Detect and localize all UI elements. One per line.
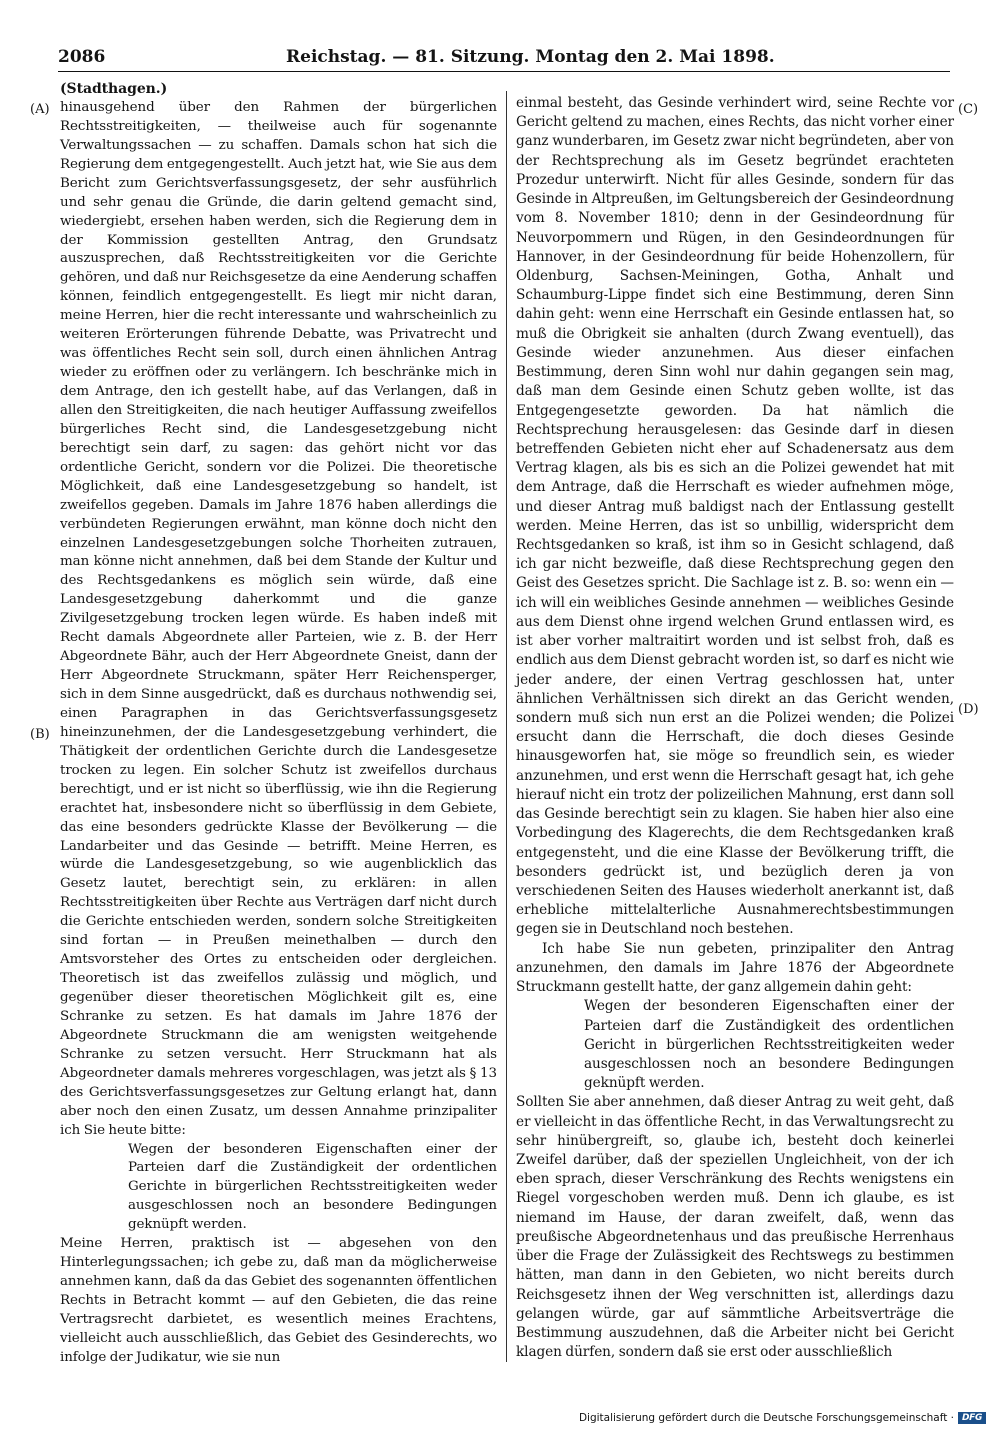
margin-mark-d: (D) (958, 702, 979, 717)
right-column (516, 94, 954, 1362)
left-paragraph-2: Meine Herren, praktisch ist — abgesehen von den Hinterlegungssachen; ich gebe zu, daß man da möglicherweise annehmen kann, daß da das Gebiet des sogenannten öffentlichen Rechts in Betracht kommt — auf den Gebieten, die das reine Vertragsrecht darbietet, es wesentlich meines Erachtens, vielleicht auch ausschließlich, das Gebiet des Gesinderechts, wo infolge der Judikatur, wie sie nun (60, 1236, 497, 1365)
column-divider (506, 91, 507, 1362)
running-head: Reichstag. — 81. Sitzung. Montag den 2. Mai 1898. (286, 47, 775, 67)
header-rule (58, 71, 950, 72)
page-number: 2086 (58, 47, 106, 67)
margin-mark-a: (A) (30, 102, 50, 117)
speaker-label: (Stadthagen.) (60, 81, 168, 97)
page-header (58, 43, 950, 75)
left-quote: Wegen der besonderen Eigenschaften einer der Parteien darf die Zuständigkeit der ordentlichen Gerichte in bürgerlichen Rechtsstreitigkeiten weder ausgeschlossen noch an besondere Bedingungen geknüpft werden. (128, 1141, 497, 1233)
right-paragraph-3: Sollten Sie aber annehmen, daß dieser Antrag zu weit geht, daß er vielleicht in das öffentliche Recht, in das Verwaltungsrecht zu sehr hinübergreift, so, glaube ich, besteht doch keinerlei Zweifel darüber, daß der speziellen Ungleichheit, von der ich eben sprach, dieser Verschränkung des Rechts wenigstens ein Riegel vorgeschoben werden muß. Denn ich glaube, es ist niemand im Hause, der daran zweifelt, daß, wenn das preußische Abgeordnetenhaus und das preußische Herrenhaus über die Frage der Zulässigkeit des Rechtswegs zu bestimmen hätten, man dann in den Gebieten, wo nicht bereits durch Reichsgesetz ihnen der Weg verschnitten ist, allerdings dazu gelangen würde, gar auf sämmtliche Arbeitsverträge die Bestimmung auszudehnen, daß die Arbeiter nicht bei Gericht klagen dürfen, sondern daß sie erst oder ausschließlich (516, 1094, 954, 1361)
left-paragraph-1: hinausgehend über den Rahmen der bürgerlichen Rechtsstreitigkeiten, — theilweise auch für sogenannte Verwaltungssachen — zu schaffen. Damals schon hat sich die Regierung dem entgegengestellt. Auch jetzt hat, wie Sie aus dem Bericht zum Gerichtsverfassungsgesetz, der sehr ausführlich und sehr genau die Gründe, die darin geltend gemacht sind, wiedergiebt, ersehen haben werden, sich die Regierung dem in der Kommission gestellten Antrag, den Grundsatz auszusprechen, daß Rechtsstreitigkeiten vor die Gerichte gehören, und daß nur Reichsgesetze da eine Aenderung schaffen können, feindlich entgegengestellt. Es liegt mir nicht daran, meine Herren, hier die recht interessante und wahrscheinlich zu weiteren Erörterungen führende Debatte, was Privatrecht und was öffentliches Recht sein soll, durch einen ähnlichen Antrag wieder zu eröffnen oder zu verlängern. Ich beschränke mich in dem Antrage, den ich gestellt habe, auf das Verlangen, daß in allen den Streitigkeiten, die nach heutiger Auffassung zweifellos bürgerliches Recht sind, die Landesgesetzgebung nicht berechtigt sein darf, zu sagen: das gehört nicht vor das ordentliche Gericht, sondern vor die Polizei. Die theoretische Möglichkeit, daß eine Landesgesetzgebung so handelt, ist zweifellos gegeben. Damals im Jahre 1876 haben allerdings die verbündeten Regierungen erwähnt, man könne doch nicht den einzelnen Landesgesetzgebungen solche Thorheiten zutrauen, man könne nicht annehmen, daß bei dem Stande der Kultur und des Rechtsgedankens es möglich sein würde, daß eine Landesgesetzgebung daherkommt und die ganze Zivilgesetzgebung trocken legen würde. Es haben indeß mit Recht damals Abgeordnete aller Parteien, wie z. B. der Herr Abgeordnete Bähr, auch der Herr Abgeordnete Gneist, dann der Herr Abgeordnete Struckmann, später Herr Reichensperger, sich in dem Sinne ausgedrückt, daß es durchaus nothwendig sei, einen Paragraphen in das Gerichtsverfassungsgesetz hineinzunehmen, der die Landesgesetzgebung verhindert, die Thätigkeit der ordentlichen Gerichte durch die Landesgesetze trocken zu legen. Ein solcher Schutz ist zweifellos durchaus berechtigt, und er ist nicht so überflüssig, wie ihn die Regierung erachtet hat, insbesondere nicht so überflüssig in dem Gebiete, das eine besonders gedrückte Klasse der Bevölkerung — die Landarbeiter und das Gesinde — betrifft. Meine Herren, es würde die Landesgesetzgebung, so wie augenblicklich das Gesetz lautet, berechtigt sein, zu erklären: in allen Rechtsstreitigkeiten über Rechte aus Verträgen darf nicht durch die Gerichte entschieden werden, sondern solche Streitigkeiten sind fortan — in Preußen meinethalben — durch den Amtsvorsteher des Ortes zu entscheiden oder dergleichen. Theoretisch ist das zweifellos zulässig und möglich, und gegenüber dieser theoretischen Möglichkeit gilt es, eine Schranke zu setzen. Es hat damals im Jahre 1876 der Abgeordnete Struckmann die am wenigsten weitgehende Schranke zu setzen versucht. Herr Struckmann hat als Abgeordneter damals mehreres vorgeschlagen, was jetzt als § 13 des Gerichtsverfassungsgesetzes zur Geltung erlangt hat, dann aber noch den einen Zusatz, um dessen Annahme prinzipaliter ich Sie heute bitte: (60, 99, 497, 1138)
right-quote: Wegen der besonderen Eigenschaften einer der Parteien darf die Zuständigkeit des ordentlichen Gericht in bürgerlichen Rechtsstreitigkeiten weder ausgeschlossen noch an besondere Bedingungen geknüpft werden. (584, 998, 954, 1092)
right-paragraph-2: Ich habe Sie nun gebeten, prinzipaliter den Antrag anzunehmen, den damals im Jahre 1876 der Abgeordnete Struckmann gestellt hatte, der ganz allgemein dahin geht: (516, 940, 954, 996)
margin-mark-c: (C) (958, 102, 979, 117)
footer-text: Digitalisierung gefördert durch die Deutsche Forschungsgemeinschaft · (578, 1412, 954, 1424)
dfg-logo: DFG (958, 1412, 986, 1424)
right-paragraph-1: einmal besteht, das Gesinde verhindert wird, seine Rechte vor Gericht geltend zu machen, eines Rechts, das nicht vorher einer ganz wunderbaren, im Gesetz zwar nicht begründeten, aber von der Rechtsprechung als im Gesetz begründet erachteten Prozedur unterwirft. Nicht für alles Gesinde, sondern für das Gesinde in Altpreußen, im Geltungsbereich der Gesindeordnung vom 8. November 1810; denn in der Gesindeordnung für Neuvorpommern und Rügen, in den Gesindeordnungen für Hannover, in der Gesindeordnung für beide Hohenzollern, für Oldenburg, Sachsen-Meiningen, Gotha, Anhalt und Schaumburg-Lippe findet sich eine Bestimmung, deren Sinn dahin geht: wenn eine Herrschaft ein Gesinde entlassen hat, so muß die Obrigkeit sie anhalten (durch Zwang eventuell), das Gesinde wieder anzunehmen. Aus dieser einfachen Bestimmung, deren Sinn wohl nur dahin gegangen sein mag, daß man dem Gesinde einen Schutz geben wollte, ist das Entgegengesetzte geworden. Da hat nämlich die Rechtsprechung herausgelesen: das Gesinde darf in diesen betreffenden Gebieten nicht eher auf Schadenersatz aus dem Vertrag klagen, als bis es sich an die Polizei gewendet hat mit dem Antrage, daß die Herrschaft es wieder aufnehmen möge, und dieser Antrag muß baldigst nach der Entlassung gestellt werden. Meine Herren, das ist so unbillig, widerspricht dem Rechtsgedanken so kraß, ist ihm so in Gesicht schlagend, daß ich gar nicht bezweifle, daß diese Rechtsprechung gegen den Geist des Gesetzes spricht. Die Sachlage ist z. B. so: wenn ein — ich will ein weibliches Gesinde annehmen — weibliches Gesinde aus dem Dienst ohne irgend welchen Grund entlassen wird, es ist aber vorher maltraitirt worden und ist selbst froh, daß es endlich aus dem Dienst gebracht worden ist, so darf es nicht wie jeder andere, der einen Vertrag geschlossen hat, unter ähnlichen Verhältnissen sich direkt an das Gericht wenden, sondern muß sich nun erst an die Polizei wenden; die Polizei ersucht dann die Herrschaft, die doch dieses Gesinde hinausgeworfen hat, sie möge so freundlich sein, es wieder anzunehmen, und erst wenn die Herrschaft gesagt hat, ich gehe hierauf nicht ein trotz der polizeilichen Mahnung, erst dann soll das Gesinde berechtigt sein zu klagen. Sie haben hier also eine Vorbedingung des Klagerechts, die dem Rechtsgedanken kraß entgegensteht, und die eine Klasse der Bevölkerung trifft, die besonders gedrückt ist, und bezüglich deren ja von verschiedenen Seiten des Hauses wiederholt anerkannt ist, daß erhebliche mittelalterliche Ausnahmerechtsbestimmungen gegen sie in Deutschland noch bestehen. (516, 95, 954, 938)
footer-credit (579, 1412, 986, 1424)
left-column (60, 80, 497, 1368)
margin-mark-b: (B) (30, 727, 50, 742)
